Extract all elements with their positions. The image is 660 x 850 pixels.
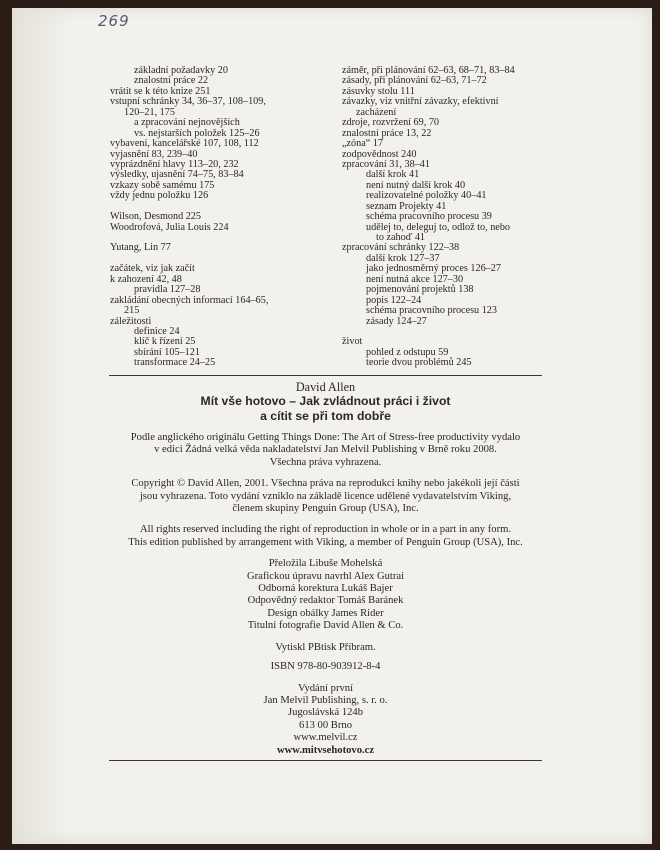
index-entry: život [342,336,363,348]
index-entry: záležitosti [110,315,152,327]
rights-note [109,524,542,549]
index-entry: zásady 124–27 [366,315,427,327]
staff-credits [109,558,542,632]
index-entry: realizovatelné položky 40–41 [366,190,487,202]
index-entry: seznam Projekty 41 [366,200,447,212]
index-entry: schéma pracovního procesu 39 [366,211,492,223]
index-column-left [110,66,325,369]
staff-credit-line: Grafickou úpravu navrhl Alex Gutrai [246,570,405,582]
index-entry: „zóna“ 17 [342,138,384,150]
publisher-name: Jan Melvil Publishing, s. r. o. [263,694,388,706]
index-entry: Wilson, Desmond 225 [110,211,201,223]
index-entry: definice 24 [134,325,180,337]
page-edge-shadow [12,8,72,844]
staff-credit-line: Titulní fotografie David Allen & Co. [247,620,404,632]
index-entry: to zahoď 41 [376,232,426,243]
staff-credit-line: Odborná korektura Lukáš Bajer [258,583,393,595]
index-entry: zodpovědnost 240 [342,148,417,160]
index-entry: vyprázdnění hlavy 113–20, 232 [110,158,239,170]
original-edition-note [109,432,542,469]
index-entry: zakládání obecných informací 164–65, [110,294,269,306]
index-entry: vybavení, kancelářské 107, 108, 112 [110,138,259,150]
printer-note: Vytiskl PBtisk Příbram. [275,641,376,653]
index-entry: 120–21, 175 [124,106,175,118]
index-entry: udělej to, deleguj to, odlož to, nebo [366,221,511,233]
index-entry: zásuvky stolu 111 [342,85,415,97]
book-website[interactable]: www.mitvsehotovo.cz [276,744,375,756]
index-column-right [342,66,557,369]
index-entry: zpracování 31, 38–41 [342,158,430,170]
book-title-line-1: Mít vše hotovo – Jak zvládnout práci i život [200,394,451,408]
index-entry: záměr, při plánování 62–63, 68–71, 83–84 [342,65,515,76]
index-entry: klíč k řízení 25 [134,336,196,348]
index-entry: pohled z odstupu 59 [366,346,449,358]
copyright-line: Copyright © David Allen, 2001. Všechna práva na reprodukci knihy nebo jakékoli její části [131,478,520,490]
divider-top [109,375,542,376]
publisher-website[interactable]: www.melvil.cz [293,732,358,744]
isbn: ISBN 978-80-903912-8-4 [270,661,381,673]
staff-credit-line: Odpovědný redaktor Tomáš Baránek [247,595,404,607]
index-entry: zásady, při plánování 62–63, 71–72 [342,75,487,87]
index-entry: znalostní práce 22 [134,75,209,87]
author-name: David Allen [295,380,356,394]
index-entry: vyjasnění 83, 239–40 [110,148,198,160]
index-entry: sbírání 105–121 [134,346,200,358]
index-entry: znalostní práce 13, 22 [342,127,432,139]
index-entry: schéma pracovního procesu 123 [366,305,497,317]
index-entry: teorie dvou problémů 245 [366,357,472,369]
index-entry: vs. nejstarších položek 125–26 [134,127,260,139]
index-entry: výsledky, ujasnění 74–75, 83–84 [110,169,244,181]
staff-credit-line: Design obálky James Rider [267,607,384,619]
divider-bottom [109,760,542,761]
index-entry: Woodrofová, Julia Louis 224 [110,221,229,233]
index-entry: začátek, viz jak začít [110,263,195,275]
index-entry: vzkazy sobě samému 175 [110,179,215,191]
index-entry: není nutná akce 127–30 [366,273,464,285]
copyright-line: členem skupiny Penguin Group (USA), Inc. [232,503,419,515]
index-entry: zdroje, rozvržení 69, 70 [342,117,440,129]
copyright-note [109,478,542,515]
original-line: Podle anglického originálu Getting Things Done: The Art of Stress-free productivity vydalo [130,432,521,443]
index-entry: jako jednosměrný proces 126–27 [366,263,501,275]
index-entry: popis 122–24 [366,294,422,306]
index-entry: vždy jednu položku 126 [110,190,209,202]
index-entry: zacházení [356,106,397,118]
index-entry: transformace 24–25 [134,357,216,369]
index-entry: další krok 127–37 [366,252,440,264]
index-entry: základní požadavky 20 [134,65,228,76]
staff-credit-line: Přeložila Libuše Mohelská [268,558,383,570]
index-entry: k zahození 42, 48 [110,273,182,285]
index-entry: pojmenování projektů 138 [366,284,474,296]
edition: Vydání první [297,682,354,694]
publisher-city: 613 00 Brno [299,719,352,731]
index-entry: další krok 41 [366,169,420,181]
index-entry: pravidla 127–28 [134,284,201,296]
index-entry: Yutang, Lin 77 [110,242,171,254]
rights-line: This edition published by arrangement with Viking, a member of Penguin Group (USA), Inc. [128,536,523,548]
copyright-line: jsou vyhrazena. Toto vydání vzniklo na základě licence udělené vydavatelstvím Viking, [139,490,512,502]
colophon [109,380,542,757]
index-entry: 215 [124,305,140,317]
original-line: v edici Žádná velká věda nakladatelství Jan Melvil Publishing v Brně roku 2008. [154,444,497,456]
rights-line: All rights reserved including the right of reproduction in whole or in a part in any form. [140,524,511,536]
publisher-street: Jugoslávská 124b [287,707,364,719]
index-entry: a zpracování nejnovějších [134,117,240,129]
index-entry: není nutný další krok 40 [366,179,466,191]
book-title-line-2: a cítit se při tom dobře [260,408,391,423]
index-entry: závazky, viz vnitřní závazky, efektivní [342,96,499,108]
index-entry: vrátit se k této knize 251 [110,85,211,97]
handwritten-page-number: 269 [98,12,130,30]
publisher-info [109,683,542,757]
index-entry: vstupní schránky 34, 36–37, 108–109, [110,96,266,108]
index-entry: zpracování schránky 122–38 [342,242,460,254]
original-line: Všechna práva vyhrazena. [269,456,382,468]
